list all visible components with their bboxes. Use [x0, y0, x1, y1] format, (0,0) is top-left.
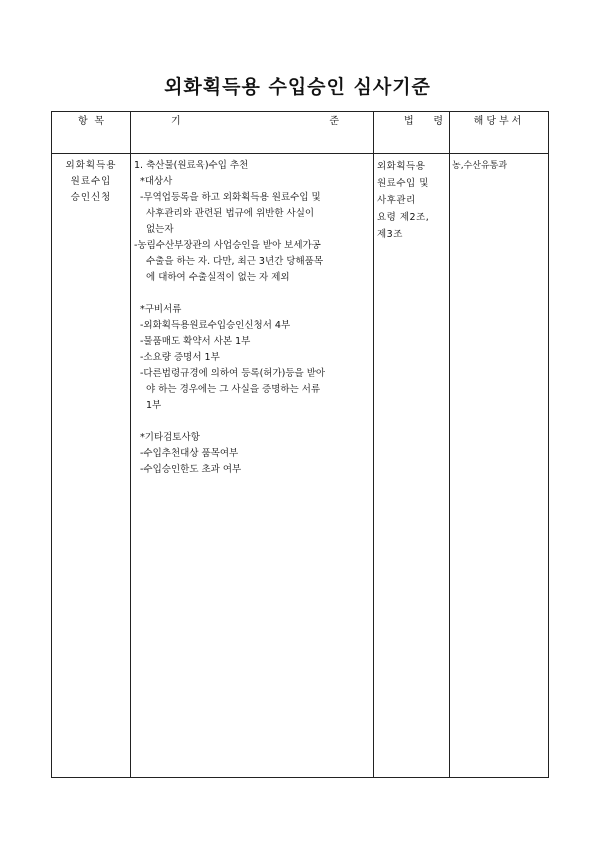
header-item: 항 목 [52, 112, 131, 154]
qualification-label: *대상사 [140, 176, 173, 187]
item-cell: 외화획득용 원료수입 승인신청 [52, 154, 131, 778]
documents-label: *구비서류 [140, 304, 182, 315]
dept-cell: 농,수산유통과 [450, 154, 549, 778]
header-dept: 해당부서 [450, 112, 549, 154]
table-row [52, 154, 549, 778]
law-cell: 외화획득용 원료수입 및 사후관리 요령 제2조, 제3조 [374, 154, 450, 778]
criteria-cell: 1. 축산물(원료육)수입 추천 *대상사 -무역업등록을 하고 외화획득용 원료수입 및 사후관리와 관련된 법규에 위반한 사실이 없는자 -농림수산부장관의 사업승인을 받아 보세가공 수출을 하는 자. 다만, 최근 3년간 당해품목 에 대하여 수출실적이 없는 자 제외 *구비서류 -외화획득용원료수입승인신청서 4부 -물품매도 확약서 사본 1부 -소요량 증명서 1부 -다른법령규경에 의하여 등록(허가)등을 받아 야 하는 경우에는 그 사실을 증명하는 서류 1부 *기타검토사항 -수입추천대상 품목여부 -수입승인한도 초과 여부 [131, 154, 374, 778]
other-label: *기타검토사항 [140, 432, 200, 443]
table-header-row [52, 112, 549, 154]
header-criteria: 기 준 [131, 112, 374, 154]
criteria-table [51, 111, 549, 778]
criteria-heading: 1. 축산물(원료육)수입 추천 [134, 160, 249, 171]
document-title: 외화획득용 수입승인 심사기준 [164, 76, 431, 98]
header-law: 법 령 [374, 112, 450, 154]
